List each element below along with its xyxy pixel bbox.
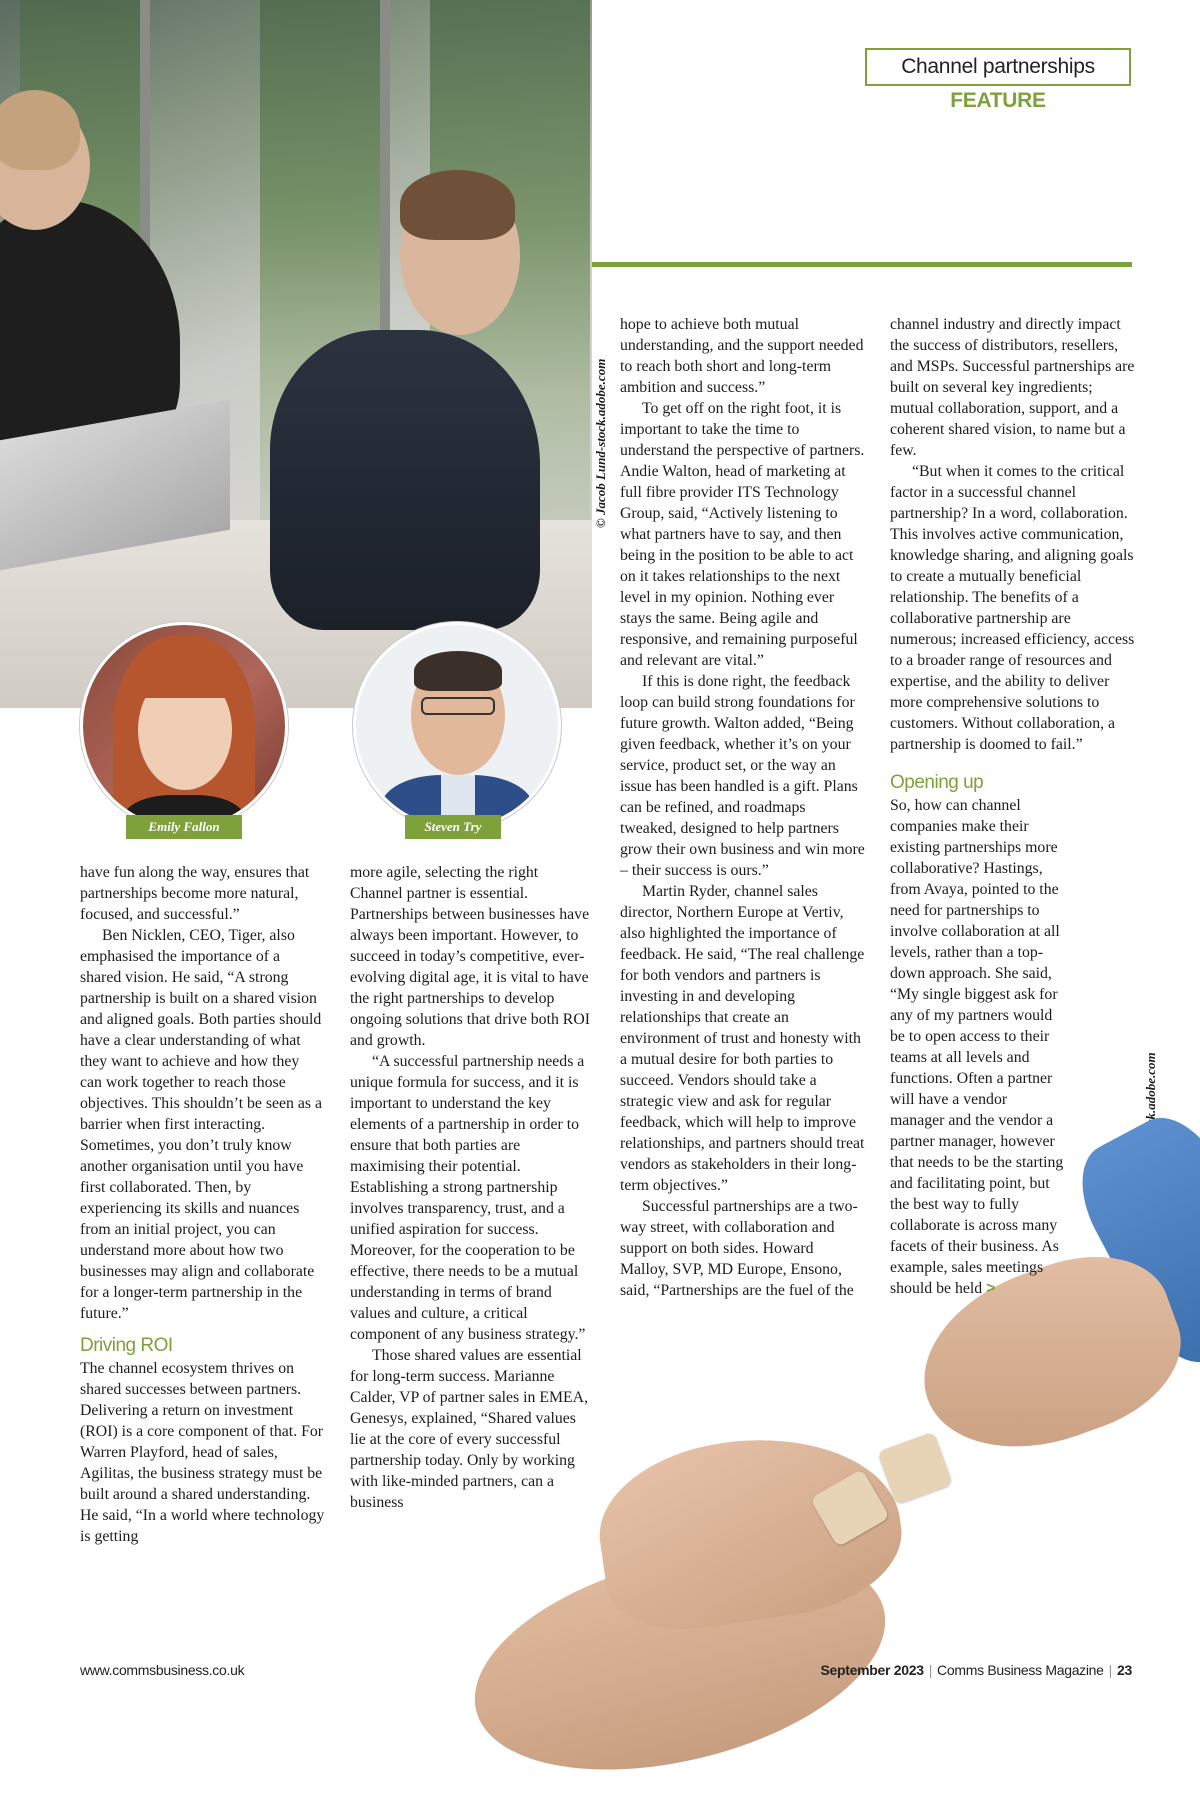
paragraph: If this is done right, the feedback loop can build strong foundations for future growth. Walton added, “Being given feedback, whether it’s on your service, product set, or the way an issue has been handled is a gift. Plans can be refined, and roadmaps tweaked, designed to help partners grow their own business and win more – their success is ours.” xyxy=(620,673,865,879)
footer-meta xyxy=(821,1662,1133,1678)
woman-hair xyxy=(0,90,80,170)
paragraph: Successful partnerships are a two-way street, with collaboration and support on both sides. Howard Malloy, SVP, MD Europe, Ensono, said, “Partnerships are the fuel of the xyxy=(620,1198,858,1299)
paragraph: Ben Nicklen, CEO, Tiger, also emphasised the importance of a shared vision. He said, “A strong partnership is built on a shared vision and aligned goals. Both parties should have a clear understanding of what they want to achieve and how they can work together to reach those objectives. This shouldn’t be seen as a barrier when first interacting. Sometimes, you don’t truly know another organisation until you have first collaborated. Then, by experiencing its skills and nuances from an initial project, you can understand more about how two businesses may align and collaborate for a longer-term partnership in the future.” xyxy=(80,927,323,1322)
portrait-emily-fallon xyxy=(80,622,288,830)
accent-rule xyxy=(592,262,1132,267)
photo-credit-main: © Jacob Lund-stock.adobe.com xyxy=(593,358,608,528)
paragraph: Those shared values are essential for long-term success. Marianne Calder, VP of partner sales in EMEA, Genesys, explained, “Shared values lie at the core of every successful partnership today. Only by working with like-minded partners, can a business xyxy=(350,1347,589,1511)
separator: | xyxy=(1108,1662,1113,1678)
subheading-opening-up: Opening up xyxy=(890,772,984,793)
paragraph: “But when it comes to the critical factor in a successful channel partnership? In a word, collaboration. This involves active communication, knowledge sharing, and aligning goals to create a mutually beneficial relationship. The benefits of a collaborative partnership are numerous; increased efficiency, access to a broader range of resources and expertise, and the ability to deliver more comprehensive solutions to customers. Without collaboration, a partnership is doomed to fail.” xyxy=(890,463,1135,753)
footer-date: September 2023 xyxy=(820,1662,924,1678)
hero-photo xyxy=(0,0,592,708)
man-figure xyxy=(270,330,540,630)
paragraph: hope to achieve both mutual understanding, and the support needed to reach both short and long-term ambition and success.” xyxy=(620,316,864,396)
paragraph: channel industry and directly impact the success of distributors, resellers, and MSPs. Successful partnerships are built on several key ingredients; mutual collaboration, support, and a coherent shared vision, to name but a few. xyxy=(890,316,1135,459)
portrait-fringe xyxy=(133,653,237,698)
paragraph: “A successful partnership needs a unique formula for success, and it is important to understand the key elements of a partnership in order to ensure that both parties are maximising their potential. Establishing a strong partnership involves transparency, trust, and a unified aspiration for success. Moreover, for the cooperation to be effective, there needs to be a mutual understanding in terms of brand values and culture, a critical component of any business strategy.” xyxy=(350,1053,586,1343)
paragraph: The channel ecosystem thrives on shared successes between partners. Delivering a return on investment (ROI) is a core component of that. For Warren Playford, head of sales, Agilitas, the business strategy must be built around a shared understanding. He said, “In a world where technology is getting xyxy=(80,1360,325,1545)
portrait-name-emily: Emily Fallon xyxy=(126,815,242,839)
man-hair xyxy=(400,170,515,240)
footer-magazine: Comms Business Magazine xyxy=(937,1662,1104,1678)
glasses xyxy=(421,697,495,715)
text-column-2 xyxy=(350,862,590,1513)
subheading-driving-roi: Driving ROI xyxy=(80,1335,173,1356)
section-tag: FEATURE xyxy=(950,89,1046,112)
paragraph xyxy=(890,795,1065,1299)
paragraph: Martin Ryder, channel sales director, Northern Europe at Vertiv, also highlighted the importance of feedback. He said, “The real challenge for both vendors and partners is investing in and developing relationships that create an environment of trust and honesty with a mutual desire for both parties to succeed. Vendors should take a strategic view and ask for regular feedback, which will help to improve relationships, and partners should treat vendors as stakeholders in their long-term objectives.” xyxy=(620,883,865,1194)
text-column-3 xyxy=(620,314,865,1301)
section-name: Channel partnerships xyxy=(901,55,1095,78)
text-column-1 xyxy=(80,862,325,1547)
continue-arrow: > xyxy=(986,1280,996,1297)
footer-website: www.commsbusiness.co.uk xyxy=(80,1662,245,1678)
separator: | xyxy=(928,1662,933,1678)
portrait-name-steven: Steven Try xyxy=(405,815,501,839)
paragraph-text: So, how can channel companies make their existing partnerships more collaborative? Hastings, from Avaya, pointed to the need for partnerships to involve collaboration at all levels, rather than a top-down approach. She said, “My single biggest ask for any of my partners would be to open access to their teams at all levels and functions. Often a partner will have a vendor manager and the vendor a partner manager, however that needs to be the starting and facilitating point, but the best way to fully collaborate is across many facets of their business. As example, sales meetings should be held xyxy=(890,797,1064,1297)
text-column-4 xyxy=(890,314,1135,1299)
page-number: 23 xyxy=(1117,1662,1132,1678)
paragraph: To get off on the right foot, it is important to take the time to understand the perspective of partners. Andie Walton, head of marketing at full fibre provider ITS Technology Group, said, “Actively listening to what partners have to say, and then being in the position to be able to act on it takes relationships to the next level in my opinion. Nothing ever stays the same. Being agile and responsive, and remaining purposeful and relevant are vital.” xyxy=(620,400,865,669)
paragraph: have fun along the way, ensures that partnerships become more natural, focused, and successful.” xyxy=(80,864,310,923)
portrait-hair xyxy=(414,651,502,691)
paragraph: more agile, selecting the right Channel partner is essential. Partnerships between businesses have always been important. However, to succeed in today’s competitive, ever-evolving digital age, it is vital to have the right partnerships to develop ongoing solutions that drive both ROI and growth. xyxy=(350,864,591,1049)
portrait-steven-try xyxy=(353,622,561,830)
section-header xyxy=(865,48,1131,112)
